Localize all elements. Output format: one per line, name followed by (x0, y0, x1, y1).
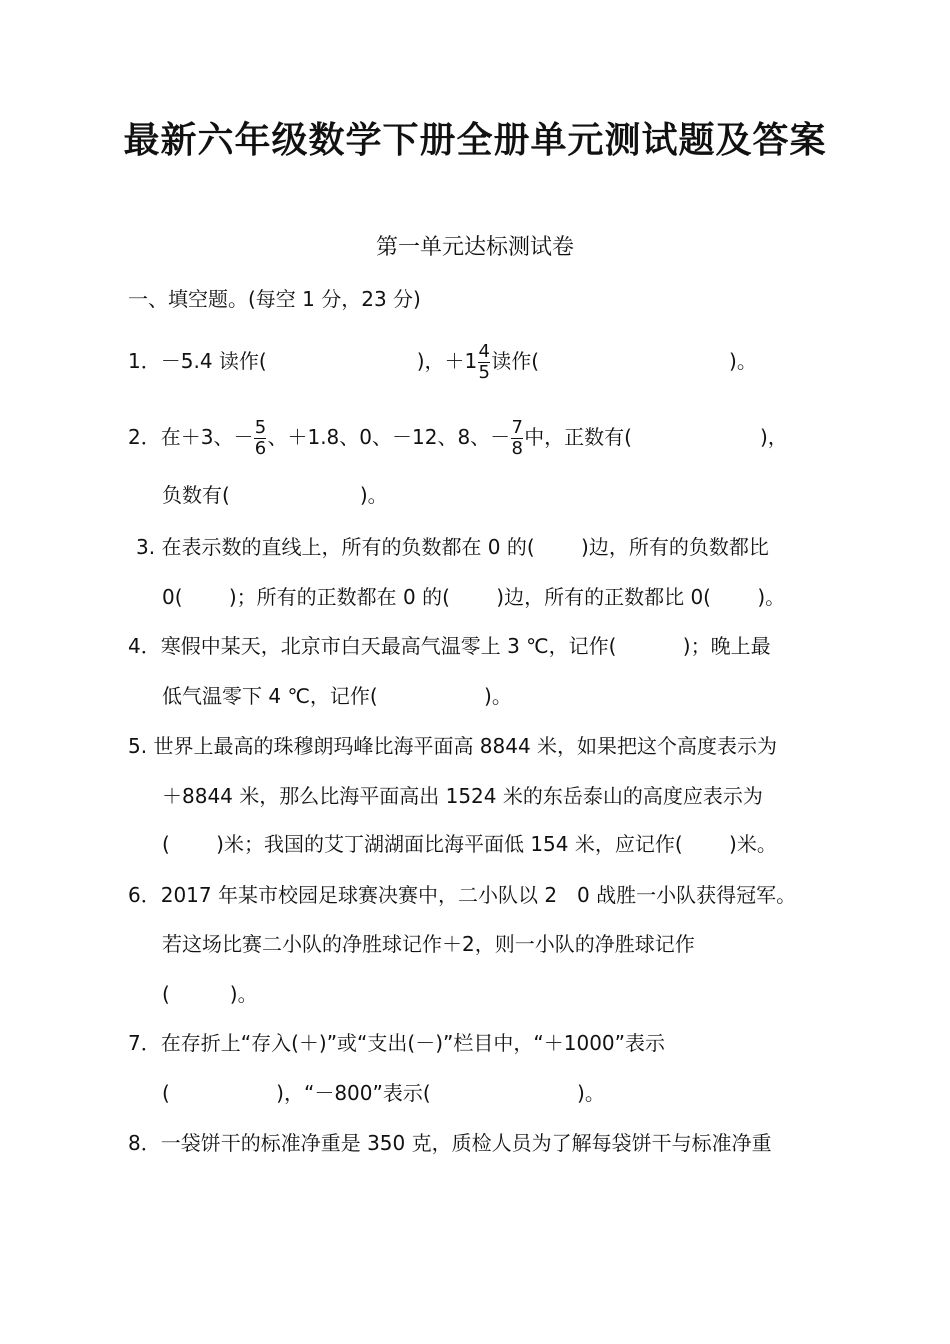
question-2-line-2 (162, 480, 388, 510)
question-text: )，＋1 (416, 349, 478, 373)
question-3-line-1: 3. 在表示数的直线上，所有的负数都在 0 的( )边，所有的负数都比 (136, 535, 769, 559)
question-text: 中，正数有( (524, 425, 632, 449)
question-number: 2． (128, 425, 161, 449)
question-text: 负数有( (162, 483, 230, 507)
unit-title: 第一单元达标测试卷 (375, 235, 574, 260)
question-text: 在＋3、－ (160, 425, 254, 449)
question-3-line-2: 0( )；所有的正数都在 0 的( )边，所有的正数都比 0( )。 (162, 585, 786, 609)
question-text: )。 (359, 483, 388, 507)
question-text: －5.4 读作( (160, 349, 267, 373)
fraction-denominator: 5 (478, 362, 490, 383)
section-heading: 一、填空题。(每空 1 分，23 分) (128, 287, 421, 311)
question-text: )。 (729, 349, 757, 373)
question-4-line-2: 低气温零下 4 ℃，记作( )。 (162, 684, 512, 708)
document-title: 最新六年级数学下册全册单元测试题及答案 (123, 119, 827, 161)
fraction-numerator: 7 (511, 417, 523, 438)
question-text: 读作( (491, 349, 540, 373)
question-6-line-3: ( )。 (162, 982, 258, 1006)
question-5-line-3: ( )米；我国的艾丁湖湖面比海平面低 154 米，应记作( )米。 (162, 832, 777, 856)
fraction (478, 342, 490, 383)
question-2 (128, 418, 788, 459)
question-5-line-1: 5. 世界上最高的珠穆朗玛峰比海平面高 8844 米，如果把这个高度表示为 (128, 734, 778, 758)
question-4-line-1: 4．寒假中某天，北京市白天最高气温零上 3 ℃，记作( )；晚上最 (128, 634, 771, 658)
fraction-numerator: 5 (254, 417, 267, 438)
fraction-denominator: 6 (254, 438, 267, 459)
fraction-numerator: 4 (478, 341, 490, 362)
question-text: 、＋1.8、0、－12、8、－ (267, 425, 511, 449)
question-number: 1． (128, 349, 161, 373)
question-7-line-2: ( )，“－800”表示( )。 (162, 1081, 605, 1105)
question-8-line-1: 8．一袋饼干的标准净重是 350 克，质检人员为了解每袋饼干与标准净重 (128, 1131, 772, 1155)
question-1 (128, 342, 757, 383)
question-5-line-2: ＋8844 米，那么比海平面高出 1524 米的东岳泰山的高度应表示为 (162, 784, 763, 808)
fraction (511, 418, 523, 459)
question-6-line-1: 6．2017 年某市校园足球赛决赛中，二小队以 2 0 战胜一小队获得冠军。 (128, 883, 797, 907)
fraction-denominator: 8 (511, 438, 523, 459)
question-text: )， (760, 425, 788, 449)
fraction (254, 418, 266, 459)
question-6-line-2: 若这场比赛二小队的净胜球记作＋2，则一小队的净胜球记作 (162, 932, 695, 956)
question-7-line-1: 7．在存折上“存入(＋)”或“支出(－)”栏目中，“＋1000”表示 (128, 1031, 666, 1055)
